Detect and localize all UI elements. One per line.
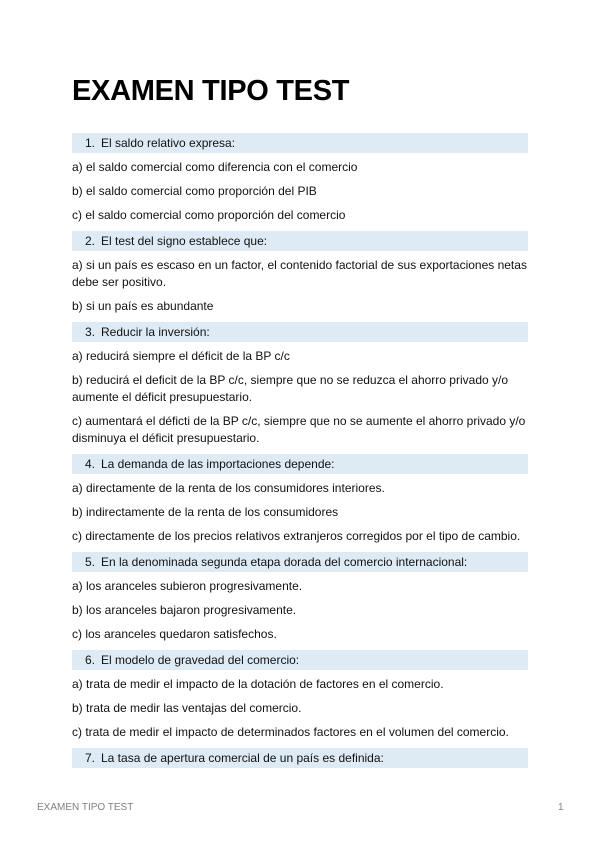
answer-option: a) reducirá siempre el déficit de la BP c/c [72, 349, 290, 363]
answer-option: a) si un país es escaso en un factor, el contenido factorial de sus exportaciones netas debe ser positivo. [72, 258, 527, 289]
answer-option: b) trata de medir las ventajas del comercio. [72, 701, 302, 715]
answer-option: b) indirectamente de la renta de los consumidores [72, 505, 339, 519]
question-number: 3. [84, 325, 95, 339]
question-text: El saldo relativo expresa: [101, 136, 236, 150]
answer-option: a) el saldo comercial como diferencia con el comercio [72, 160, 358, 174]
question-heading [72, 650, 528, 670]
answer-option: c) los aranceles quedaron satisfechos. [72, 627, 277, 641]
question-heading [72, 748, 528, 768]
question-heading [72, 454, 528, 474]
answer-option: b) los aranceles bajaron progresivamente. [72, 603, 297, 617]
answer-option: c) directamente de los precios relativos extranjeros corregidos por el tipo de cambio. [72, 529, 521, 543]
question-text: El test del signo establece que: [101, 234, 268, 248]
question-text: La tasa de apertura comercial de un país es definida: [101, 751, 384, 765]
question-number: 6. [84, 653, 95, 667]
question-list [72, 130, 528, 774]
question-heading [72, 231, 528, 251]
question-number: 1. [84, 136, 95, 150]
answer-option: c) trata de medir el impacto de determinados factores en el volumen del comercio. [72, 725, 509, 739]
question-text: La demanda de las importaciones depende: [101, 457, 335, 471]
answer-option: a) trata de medir el impacto de la dotación de factores en el comercio. [72, 677, 444, 691]
question-text: Reducir la inversión: [101, 325, 210, 339]
answer-option: a) directamente de la renta de los consumidores interiores. [72, 481, 385, 495]
question-number: 5. [84, 555, 95, 569]
page-footer-title: EXAMEN TIPO TEST [37, 802, 134, 813]
question-heading [72, 322, 528, 342]
question-heading [72, 133, 528, 153]
question-number: 7. [84, 751, 95, 765]
question-number: 4. [84, 457, 95, 471]
answer-option: b) reducirá el deficit de la BP c/c, siempre que no se reduzca el ahorro privado y/o aumente el déficit presupuestario. [72, 373, 509, 404]
answer-option: c) el saldo comercial como proporción del comercio [72, 208, 346, 222]
answer-option: b) si un país es abundante [72, 299, 214, 313]
answer-option: a) los aranceles subieron progresivamente. [72, 579, 303, 593]
question-text: El modelo de gravedad del comercio: [101, 653, 300, 667]
question-number: 2. [84, 234, 95, 248]
page-number: 1 [558, 802, 564, 813]
answer-option: c) aumentará el déficti de la BP c/c, siempre que no se aumente el ahorro privado y/o disminuya el déficit presupuestario. [72, 414, 526, 445]
question-heading [72, 552, 528, 572]
answer-option: b) el saldo comercial como proporción del PIB [72, 184, 317, 198]
document-title: EXAMEN TIPO TEST [72, 75, 350, 107]
question-text: En la denominada segunda etapa dorada del comercio internacional: [101, 555, 468, 569]
